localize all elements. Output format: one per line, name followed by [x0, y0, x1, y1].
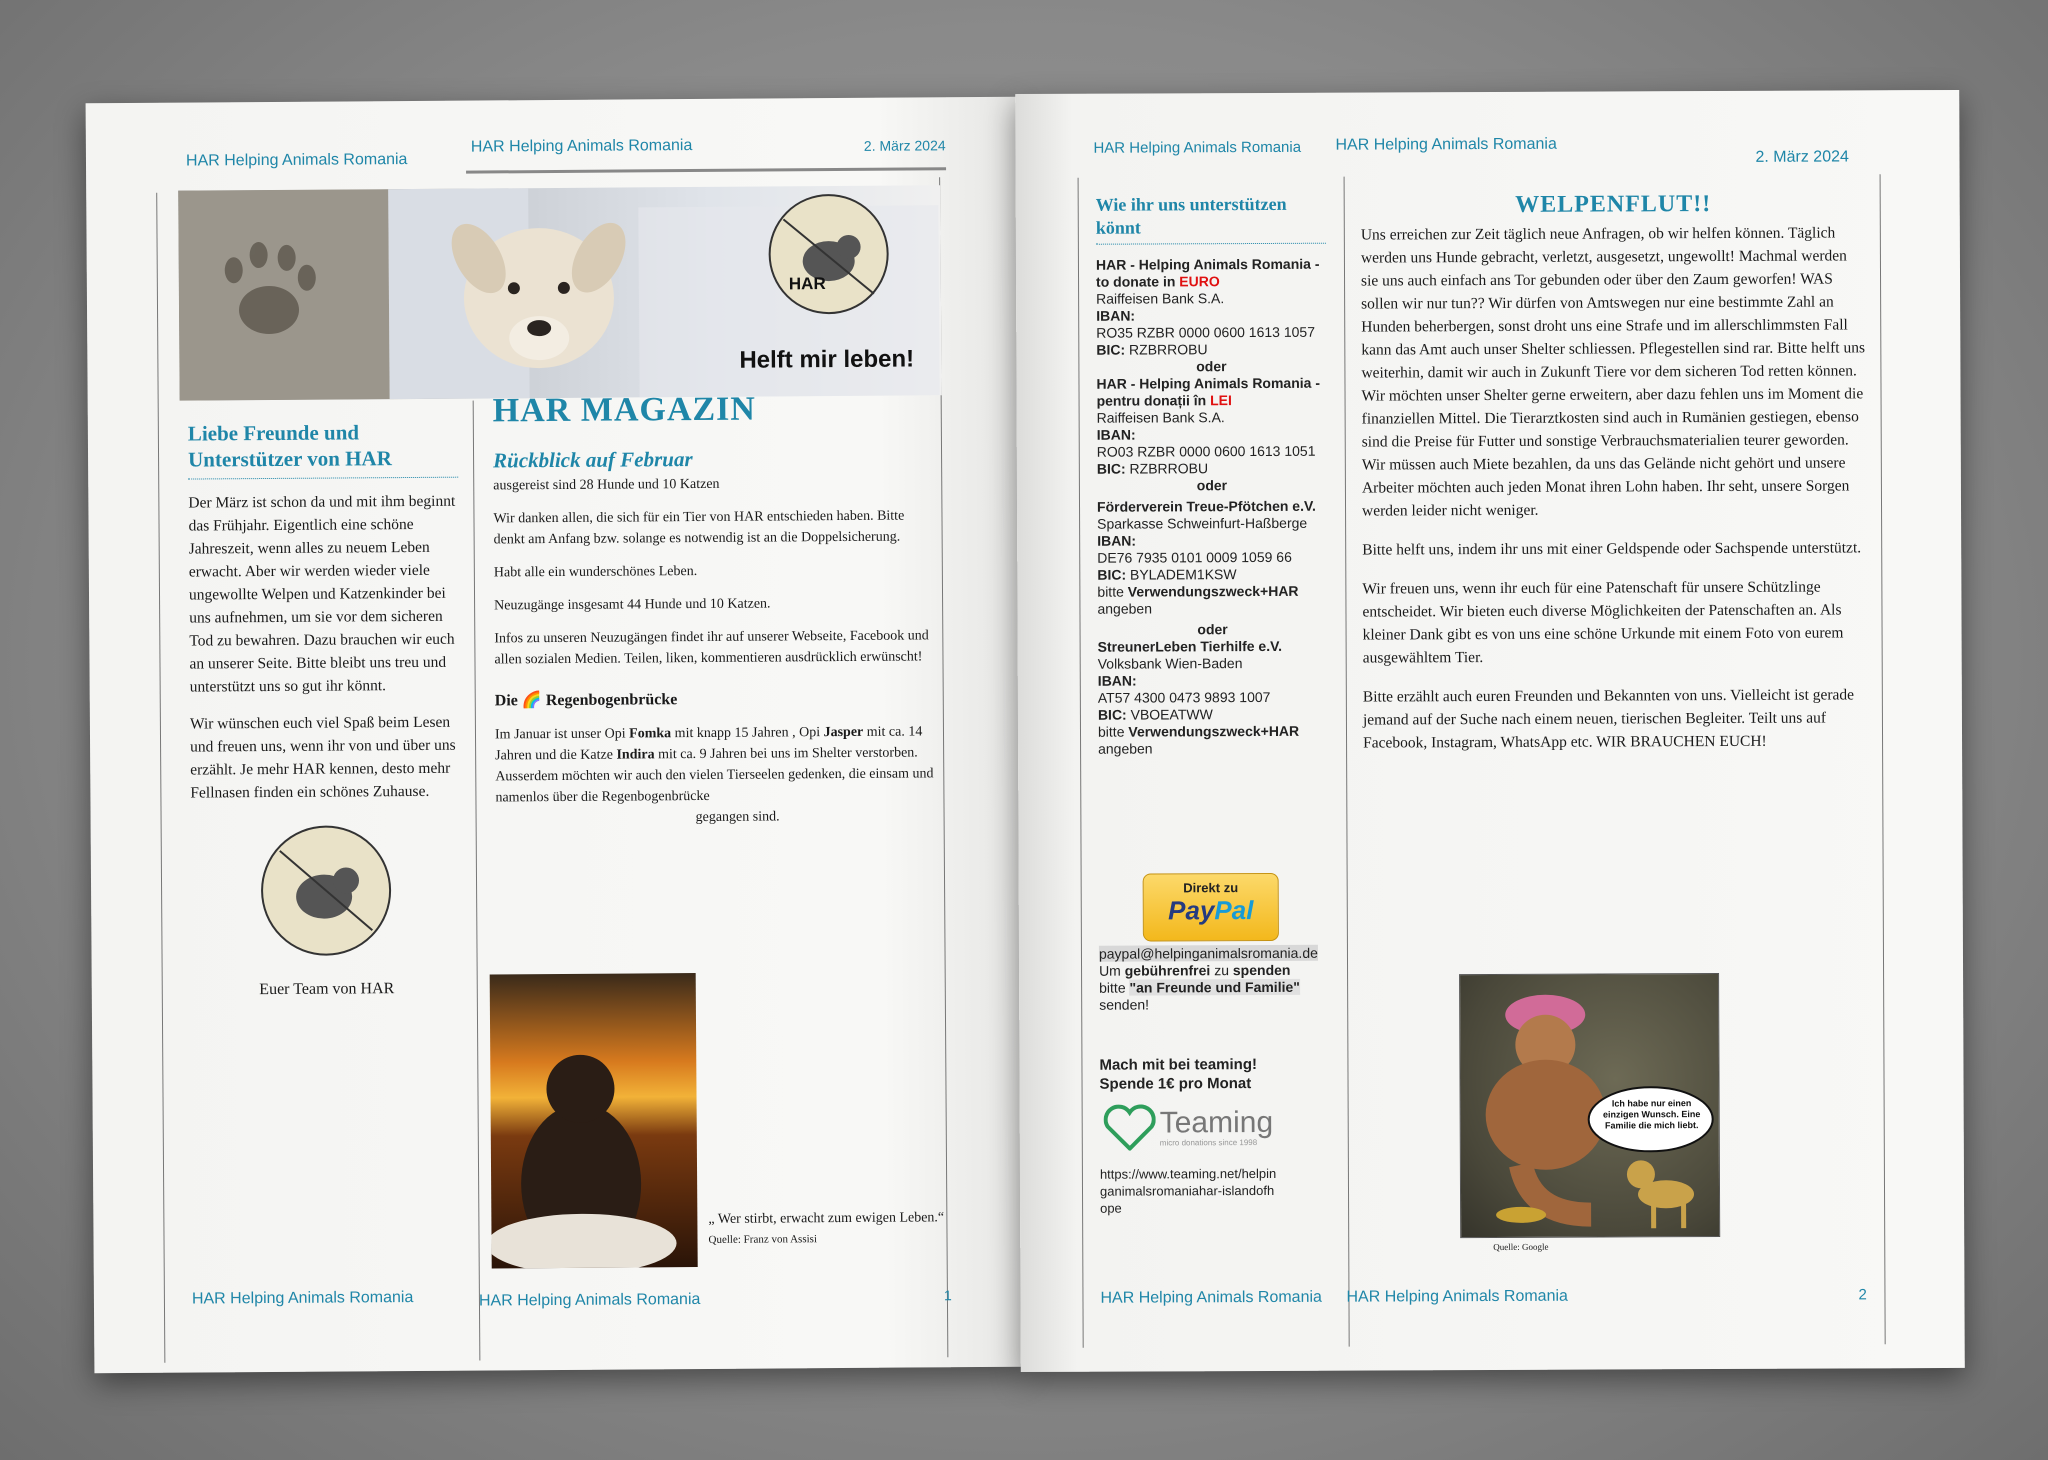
- header-rule: [466, 167, 946, 173]
- note-text: bitte: [1097, 723, 1129, 740]
- bank-name: Raiffeisen Bank S.A.: [1096, 409, 1225, 426]
- paypal-note: senden!: [1099, 996, 1150, 1013]
- right-column-rule: [1880, 174, 1886, 1344]
- currency-lei: LEI: [1210, 392, 1232, 409]
- magazine-title: HAR MAGAZIN: [492, 390, 757, 430]
- bic-value[interactable]: BYLADEM1KSW: [1129, 566, 1237, 583]
- account-name: HAR - Helping Animals Romania - pentru donații în: [1096, 374, 1321, 409]
- iban-value[interactable]: RO03 RZBR 0000 0600 1613 1051: [1096, 442, 1316, 460]
- paypal-note: bitte: [1099, 979, 1130, 996]
- banner-image: [178, 185, 941, 400]
- iban-label: IBAN:: [1096, 307, 1136, 324]
- account-name: StreunerLeben Tierhilfe e.V.: [1097, 637, 1283, 655]
- dog-silhouette-icon: [490, 973, 698, 1268]
- paypal-button[interactable]: [1143, 873, 1279, 942]
- thanks-paragraph: Wir danken allen, die sich für ein Tier von HAR entschieden haben. Bitte denkt am Anfang bzw. solange es notwendig ist an die Doppelsicherung.: [493, 508, 905, 548]
- sidebar-paragraph-2: Wir wünschen euch viel Spaß beim Lesen und freuen uns, wenn ihr von und über uns erzählt. Je mehr HAR kennen, desto mehr Fellnasen finden ein schönes Zuhause.: [189, 713, 456, 802]
- account-streunerleben: [1098, 638, 1329, 758]
- memorial-text: mit ca. 14 Jahren und die Katze: [495, 724, 923, 764]
- header-center: HAR Helping Animals Romania: [1335, 135, 1557, 154]
- paypal-logo: [1144, 895, 1278, 926]
- quote-source: Quelle: Franz von Assisi: [708, 1233, 818, 1246]
- paypal-note: zu: [1210, 962, 1233, 979]
- har-logo-icon: [768, 194, 889, 315]
- bic-label: BIC:: [1097, 706, 1127, 723]
- rainbow-prefix: Die: [494, 692, 518, 710]
- bic-label: BIC:: [1096, 460, 1126, 477]
- memorial-text: mit knapp 15 Jahren , Opi: [671, 725, 824, 742]
- note-purpose: Verwendungszweck+HAR: [1127, 582, 1299, 600]
- iban-value[interactable]: AT57 4300 0473 9893 1007: [1097, 688, 1271, 706]
- footer-left: HAR Helping Animals Romania: [191, 1289, 414, 1308]
- memorial-paragraph-3: gegangen sind.: [695, 809, 780, 826]
- left-page: [86, 97, 1025, 1373]
- note-purpose: Verwendungszweck+HAR: [1128, 722, 1300, 740]
- header-left: HAR Helping Animals Romania: [1093, 138, 1302, 157]
- bic-value[interactable]: VBOEATWW: [1130, 706, 1213, 723]
- left-column-rule: [156, 193, 165, 1363]
- teaming-logo[interactable]: [1104, 1099, 1324, 1156]
- article-column: [1361, 190, 1868, 754]
- article-paragraph-1: Uns erreichen zur Zeit täglich neue Anfragen, ob wir helfen können. Täglich werden uns Hunde gebracht, verletzt, ausgesetzt, ungewollt! Machmal werden sie uns auch einfach ans Tor gebunden oder über den Zaum geworfen! WAS sollen wir nur tun?? Wir dürfen von Amtswegen nur eine bestimmte Zahl an Hunden beherbergen, sonst droht uns eine Strafe und im allerschlimmsten Fall kann das Amt auch unser Shelter schliessen. Pflegestellen sind rar. Bitte helft uns weiterhin, damit wir auch in Zukunft Tiere vor dem sicheren Tod retten können. Wir möchten unser Shelter gerne erweitern, aber dazu fehlen uns im Moment die finanziellen Mittel. Die Tierarztkosten sind auch in Rumänien gestiegen, ebenso sind die Preise für Futter und sonstige Verbrauchsmaterialien teurer geworden. Wir müssen auch Miete bezahlen, da uns das Gelände nicht gehört und unsere Arbeiter möchten auch jeden Monat ihren Lohn haben. Ihr seht, unsere Sorgen werden leider nicht weniger.: [1360, 224, 1866, 520]
- support-title: Wie ihr uns unterstützen könnt: [1096, 193, 1326, 245]
- page-number: 1: [943, 1287, 952, 1304]
- support-column: [1096, 193, 1328, 758]
- name-indira: Indira: [616, 747, 655, 763]
- note-text: angeben: [1097, 600, 1153, 617]
- footer-center: HAR Helping Animals Romania: [478, 1290, 701, 1310]
- heart-icon: [1104, 1104, 1156, 1150]
- teaming-line-2: Spende 1€ pro Monat: [1099, 1075, 1252, 1093]
- sidebar-title: Liebe Freunde und Unterstützer von HAR: [188, 419, 458, 480]
- memorial-text: mit ca. 9 Jahren bei uns im Shelter verstorben.: [654, 745, 918, 763]
- teaming-promo: [1099, 1055, 1257, 1094]
- bic-label: BIC:: [1096, 341, 1126, 358]
- or-separator: oder: [1197, 621, 1228, 638]
- sunset-dog-photo: [490, 973, 698, 1268]
- main-column: [493, 389, 936, 829]
- currency-euro: EURO: [1179, 273, 1220, 290]
- paypal-info: [1099, 945, 1339, 1014]
- account-name: Förderverein Treue-Pfötchen e.V.: [1096, 497, 1316, 515]
- quote-block: [708, 1207, 948, 1246]
- or-separator: oder: [1196, 358, 1227, 375]
- teaming-line-1: Mach mit bei teaming!: [1099, 1056, 1258, 1074]
- newcomers-paragraph: Neuzugänge insgesamt 44 Hunde und 10 Katzen.: [494, 596, 771, 614]
- genie-cartoon: [1459, 973, 1720, 1238]
- speech-bubble-text: Ich habe nur einen einzigen Wunsch. Eine Familie die mich liebt.: [1602, 1098, 1701, 1131]
- iban-label: IBAN:: [1097, 672, 1137, 689]
- header-date: 2. März 2024: [863, 137, 946, 154]
- paypal-top-text: Direkt zu: [1183, 880, 1239, 896]
- iban-label: IBAN:: [1097, 532, 1137, 549]
- column-divider: [473, 401, 481, 1361]
- name-fomka: Fomka: [629, 726, 672, 742]
- paypal-email-link[interactable]: paypal@helpinganimalsromania.de: [1098, 944, 1318, 962]
- wishes-paragraph: Habt alle ein wunderschönes Leben.: [493, 564, 698, 581]
- signature: Euer Team von HAR: [259, 980, 395, 999]
- column-divider: [1344, 177, 1350, 1347]
- header-center: HAR Helping Animals Romania: [470, 137, 693, 156]
- bic-value[interactable]: RZBRROBU: [1129, 460, 1209, 477]
- paypal-note-bold: "an Freunde und Familie": [1129, 978, 1300, 996]
- account-euro: [1096, 256, 1326, 359]
- account-treue-pfoetchen: [1097, 498, 1328, 618]
- paypal-note-bold: gebührenfrei: [1124, 962, 1211, 979]
- departures-line: ausgereist sind 28 Hunde und 10 Katzen: [493, 476, 720, 494]
- dog-icon: [1627, 1160, 1694, 1228]
- footer-left: HAR Helping Animals Romania: [1100, 1288, 1322, 1307]
- teaming-logo-text: Teaming: [1159, 1105, 1274, 1139]
- banner-caption: Helft mir leben!: [739, 345, 915, 374]
- article-paragraph-2: Bitte helft uns, indem ihr uns mit einer Geldspende oder Sachspende unterstützt.: [1362, 539, 1862, 559]
- paypal-note: Um: [1099, 962, 1125, 979]
- info-paragraph: Infos zu unseren Neuzugängen findet ihr auf unserer Webseite, Facebook und allen sozialen Medien. Teilen, liken, kommentieren ausdrücklich erwünscht!: [494, 628, 929, 668]
- memorial-paragraph: [495, 721, 935, 766]
- header-left: HAR Helping Animals Romania: [185, 151, 408, 170]
- rainbow-heading: [495, 687, 935, 710]
- bank-name: Sparkasse Schweinfurt-Haßberge: [1097, 514, 1308, 532]
- logo-har-text: HAR: [788, 274, 826, 294]
- sidebar-column: [188, 419, 462, 1002]
- har-logo-icon: [261, 825, 392, 956]
- section-subtitle: Rückblick auf Februar: [492, 447, 693, 473]
- page-number: 2: [1858, 1286, 1867, 1304]
- account-name: HAR - Helping Animals Romania - to donate in: [1095, 255, 1320, 290]
- paypal-pay-text: Pay: [1168, 895, 1215, 926]
- article-title: WELPENFLUT!!: [1515, 191, 1712, 218]
- rainbow-title: Regenbogenbrücke: [545, 691, 678, 710]
- name-jasper: Jasper: [823, 724, 864, 741]
- footer-center: HAR Helping Animals Romania: [1346, 1287, 1568, 1306]
- note-text: angeben: [1098, 740, 1153, 757]
- header-date: 2. März 2024: [1755, 148, 1849, 166]
- note-text: bitte: [1097, 583, 1128, 600]
- memorial-text: Im Januar ist unser Opi: [494, 726, 630, 743]
- memorial-paragraph-2: Ausserdem möchten wir auch den vielen Tierseelen gedenken, die einsam und namenlos über die Regenbogenbrücke: [495, 766, 934, 806]
- iban-value[interactable]: RO35 RZBR 0000 0600 1613 1057: [1096, 323, 1316, 341]
- paypal-note-bold: spenden: [1232, 961, 1291, 979]
- bank-name: Raiffeisen Bank S.A.: [1096, 290, 1225, 307]
- cartoon-source: Quelle: Google: [1493, 1241, 1549, 1252]
- rainbow-icon: 🌈: [521, 692, 542, 710]
- article-paragraph-4: Bitte erzählt auch euren Freunden und Bekannten von uns. Vielleicht ist gerade jemand auf der Suche nach einem neuen, tierischen Begleiter. Teilt uns auf Facebook, Instagram, WhatsApp etc. WIR BRAUCHEN EUCH!: [1362, 686, 1855, 752]
- quote-text: „ Wer stirbt, erwacht zum ewigen Leben.“: [708, 1210, 945, 1227]
- left-column-rule: [1078, 178, 1084, 1348]
- bic-value[interactable]: RZBRROBU: [1128, 341, 1208, 358]
- iban-value[interactable]: DE76 7935 0101 0009 1059 66: [1097, 548, 1292, 566]
- article-paragraph-3: Wir freuen uns, wenn ihr euch für eine Patenschaft für unsere Schützlinge entscheidet. Wir bieten euch diverse Möglichkeiten der Patenschaften an. Als kleiner Dank gibt es von uns eine schöne Urkunde mit einem Foto von eurem ausgewähltem Tier.: [1362, 578, 1844, 667]
- or-separator: oder: [1196, 477, 1228, 494]
- right-page: [1015, 90, 1965, 1372]
- bank-name: Volksbank Wien-Baden: [1097, 655, 1243, 672]
- teaming-tagline: micro donations since 1998: [1159, 1137, 1258, 1147]
- account-lei: [1096, 375, 1326, 478]
- sidebar-paragraph-1: Der März ist schon da und mit ihm beginnt das Frühjahr. Eigentlich eine schöne Jahreszeit, wenn alles zu neuem Leben erwacht. Aber wir werden wieder viele ungewollte Welpen und Katzenkinder bei uns aufnehmen, um sie vor dem sicheren Tod zu bewahren. Dazu brauchen wir euch an unserer Seite. Bitte bleibt uns treu und unterstützt uns so gut ihr könnt.: [188, 492, 456, 696]
- teaming-url[interactable]: https://www.teaming.net/helpinganimalsromaniahar-islandofhope: [1099, 1165, 1277, 1216]
- paypal-pal-text: Pal: [1214, 895, 1254, 926]
- iban-label: IBAN:: [1096, 426, 1136, 443]
- bic-label: BIC:: [1097, 566, 1127, 583]
